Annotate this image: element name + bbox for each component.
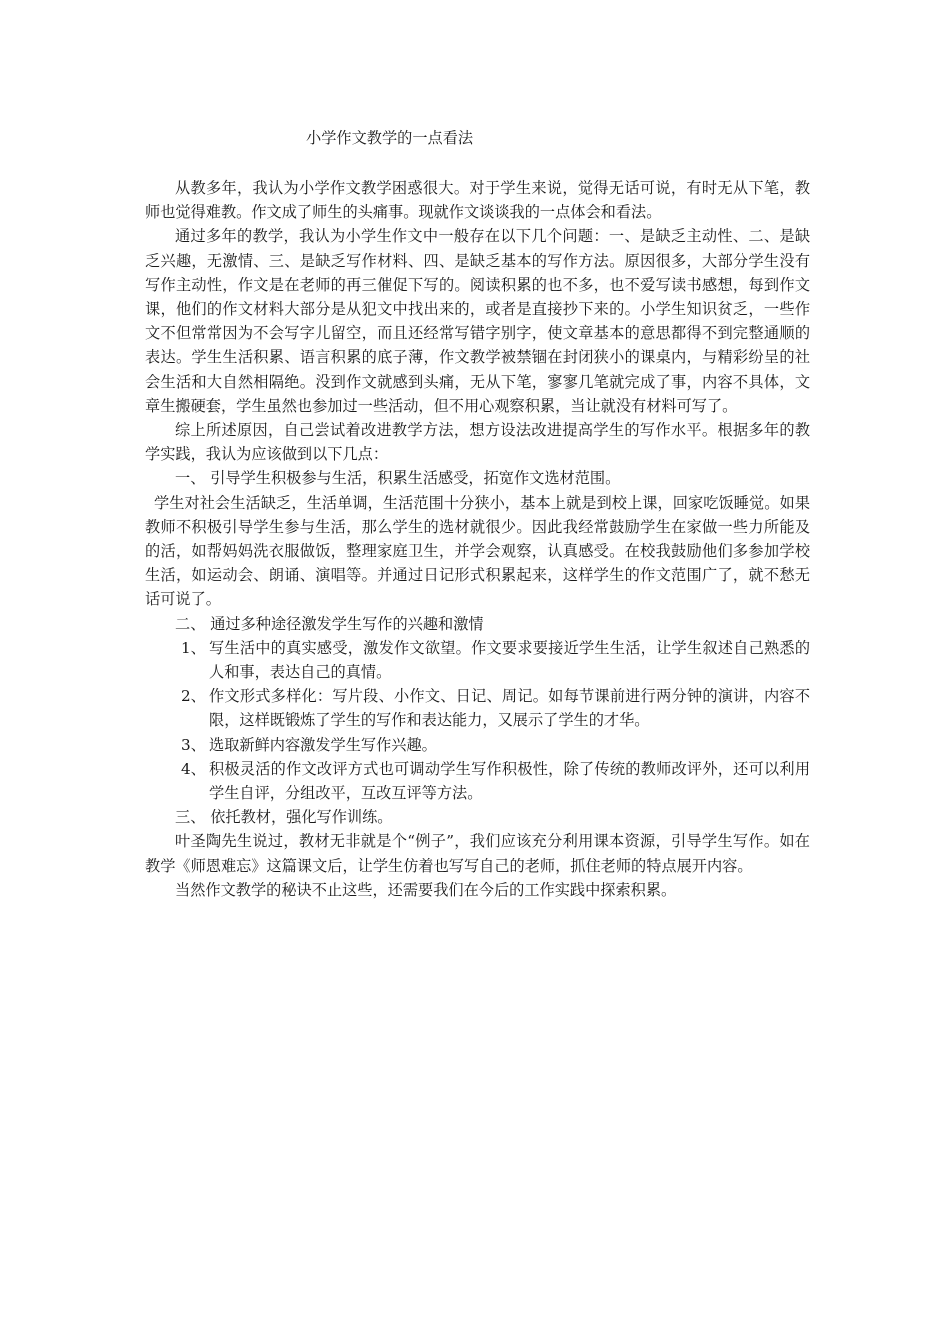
section-heading-1: 一、 引导学生积极参与生活，积累生活感受，拓宽作文选材范围。 [175,469,621,488]
paragraph-conclusion: 当然作文教学的秘诀不止这些，还需要我们在今后的工作实践中探索积累。 [175,880,677,899]
list-item [145,684,810,732]
list-item-number: 3、 [181,735,206,754]
document-body [145,126,810,902]
document-title: 小学作文教学的一点看法 [306,129,474,147]
section-heading-3: 三、 依托教材，强化写作训练。 [175,808,393,827]
paragraph-section-1: 学生对社会生活缺乏，生活单调，生活范围十分狭小，基本上就是到校上课，回家吃饭睡觉。如果教师不积极引导学生参与生活，那么学生的选材就很少。因此我经常鼓励学生在家做一些力所能及的活，如帮妈妈洗衣服做饭，整理家庭卫生，并学会观察，认真感受。在校我鼓励他们多参加学校生活，如运动会、朗诵、演唱等。并通过日记形式积累起来，这样学生的作文范围广了，就不愁无话可说了。 [145,493,810,609]
paragraph-problems: 通过多年的教学，我认为小学生作文中一般存在以下几个问题：一、是缺乏主动性、二、是缺乏兴趣，无激情、三、是缺乏写作材料、四、是缺乏基本的写作方法。原因很多，大部分学生没有写作主动性，作文是在老师的再三催促下写的。阅读积累的也不多，也不爱写读书感想，每到作文课，他们的作文材料大部分是从犯文中找出来的，或者是直接抄下来的。小学生知识贫乏，一些作文不但常常因为不会写字儿留空，而且还经常写错字别字，使文章基本的意思都得不到完整通顺的表达。学生生活积累、语言积累的底子薄，作文教学被禁锢在封闭狭小的课桌内，与精彩纷呈的社会生活和大自然相隔绝。没到作文就感到头痛，无从下笔，寥寥几笔就完成了事，内容不具体，文章生搬硬套，学生虽然也参加过一些活动，但不用心观察积累，当让就没有材料可写了。 [145,227,810,415]
list-item-text: 选取新鲜内容激发学生写作兴趣。 [209,735,437,754]
list-item-number: 1、 [181,638,206,657]
section-heading-2: 二、 通过多种途径激发学生写作的兴趣和激情 [175,614,484,633]
list-item-text: 作文形式多样化：写片段、小作文、日记、周记。如每节课前进行两分钟的演讲，内容不限，这样既锻炼了学生的写作和表达能力，又展示了学生的才华。 [209,687,810,730]
list-item [145,757,810,805]
list-item [145,636,810,684]
list-item-text: 积极灵活的作文改评方式也可调动学生写作积极性，除了传统的教师改评外，还可以利用学生自评，分组改平，互改互评等方法。 [209,759,810,803]
paragraph-summary: 综上所述原因，自己尝试着改进教学方法，想方设法改进提高学生的写作水平。根据多年的教学实践，我认为应该做到以下几点： [145,421,810,464]
paragraph-intro: 从教多年，我认为小学作文教学困惑很大。对于学生来说，觉得无话可说，有时无从下笔，教师也觉得难教。作文成了师生的头痛事。现就作文谈谈我的一点体会和看法。 [145,179,810,222]
list-item [145,733,810,757]
paragraph-section-3: 叶圣陶先生说过，教材无非就是个“例子”，我们应该充分利用课本资源，引导学生写作。如在教学《师恩难忘》这篇课文后，让学生仿着也写写自己的老师，抓住老师的特点展开内容。 [145,832,810,875]
list-item-text: 写生活中的真实感受，激发作文欲望。作文要求要接近学生生活，让学生叙述自己熟悉的人和事，表达自己的真情。 [209,638,810,682]
list-item-number: 2、 [181,687,206,706]
list-item-number: 4、 [181,759,206,778]
